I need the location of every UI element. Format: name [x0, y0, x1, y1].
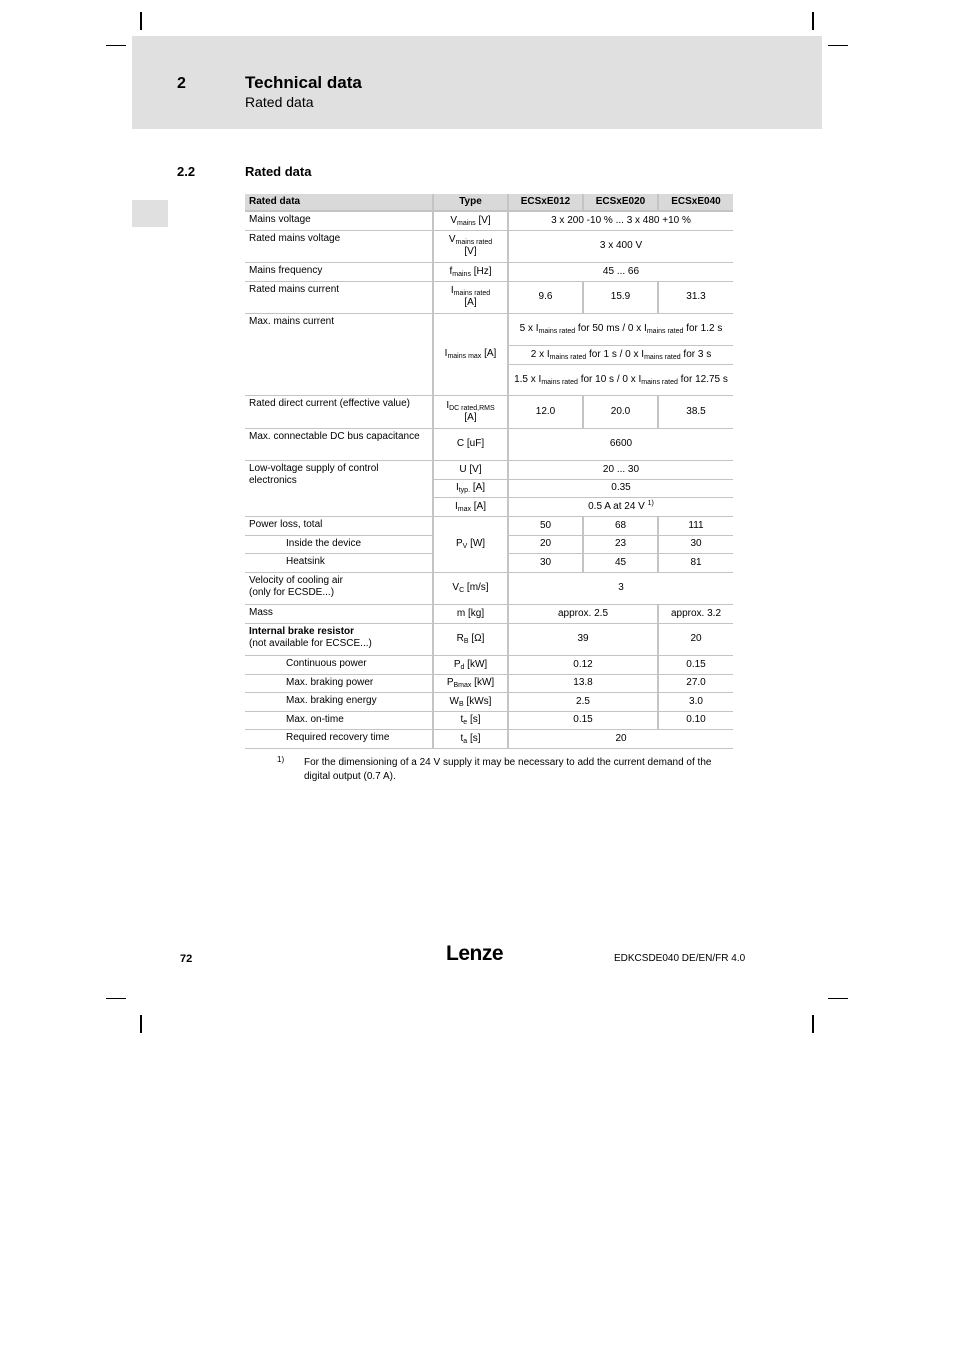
- chapter-header-band: [132, 36, 822, 129]
- crop-mark-bottom-right-horizontal: [828, 998, 848, 999]
- value-rated-dc-current-012: 12.0: [508, 395, 583, 428]
- table-header-row: [245, 194, 733, 211]
- type-cell-low-voltage-itypical: $I_{typ.}$ [A]: [433, 479, 508, 497]
- value-power-loss-inside-020: 23: [583, 535, 658, 553]
- value-max-braking-energy-small: 2.5: [508, 692, 658, 711]
- column-header-ecsxe012: ECSxE012: [508, 194, 583, 211]
- row-label-rated-dc-current: Rated direct current (effective value): [245, 395, 433, 428]
- value-rated-dc-current-020: 20.0: [583, 395, 658, 428]
- row-label-rated-mains-voltage: Rated mains voltage: [245, 230, 433, 262]
- table-row: [245, 262, 733, 281]
- row-label-power-loss-inside: Inside the device: [245, 535, 433, 553]
- row-label-power-loss-heatsink: Heatsink: [245, 553, 433, 572]
- table-row: [245, 230, 733, 262]
- type-cell-brake-resistor: $R_B$ [Ω]: [433, 623, 508, 655]
- value-max-mains-current-line1: 5 x $I_{mains rated}$ for 50 ms / 0 x $I_{mains rated}$ for 1.2 s: [508, 313, 733, 345]
- type-cell-power-loss: $P_V$ [W]: [433, 516, 508, 572]
- row-label-recovery-time: Required recovery time: [245, 729, 433, 748]
- type-cell-mains-frequency: $f_{mains}$ [Hz]: [433, 262, 508, 281]
- type-cell-mains-voltage: $V_{mains}$ [V]: [433, 211, 508, 230]
- value-brake-resistor-small: 39: [508, 623, 658, 655]
- table-row: [245, 395, 733, 428]
- column-header-ecsxe040: ECSxE040: [658, 194, 733, 211]
- row-label-mains-voltage: Mains voltage: [245, 211, 433, 230]
- row-label-max-braking-power: Max. braking power: [245, 674, 433, 692]
- type-cell-low-voltage-imax: $I_{max}$ [A]: [433, 497, 508, 516]
- value-power-loss-inside-040: 30: [658, 535, 733, 553]
- table-row: [245, 211, 733, 230]
- value-recovery-time: 20: [508, 729, 733, 748]
- page-number: 72: [180, 953, 193, 965]
- value-rated-dc-current-040: 38.5: [658, 395, 733, 428]
- row-label-mains-frequency: Mains frequency: [245, 262, 433, 281]
- value-power-loss-heatsink-020: 45: [583, 553, 658, 572]
- row-label-max-on-time: Max. on-time: [245, 711, 433, 729]
- value-max-braking-power-small: 13.8: [508, 674, 658, 692]
- row-label-power-loss-total: Power loss, total: [245, 516, 433, 535]
- value-power-loss-total-040: 111: [658, 516, 733, 535]
- value-power-loss-total-020: 68: [583, 516, 658, 535]
- value-rated-mains-voltage: 3 x 400 V: [508, 230, 733, 262]
- crop-mark-bottom-left-vertical: [140, 1015, 142, 1033]
- value-power-loss-heatsink-040: 81: [658, 553, 733, 572]
- value-continuous-power-small: 0.12: [508, 655, 658, 674]
- chapter-subtitle: Rated data: [245, 94, 314, 110]
- table-row: [245, 692, 733, 711]
- value-continuous-power-large: 0.15: [658, 655, 733, 674]
- value-cooling-air: 3: [508, 572, 733, 604]
- chapter-side-tab: [132, 200, 168, 227]
- value-max-mains-current-line2: 2 x $I_{mains rated}$ for 1 s / 0 x $I_{mains rated}$ for 3 s: [508, 345, 733, 364]
- type-cell-low-voltage-u: U [V]: [433, 460, 508, 479]
- row-label-mass: Mass: [245, 604, 433, 623]
- column-header-rated-data: Rated data: [245, 194, 433, 211]
- row-label-continuous-power: Continuous power: [245, 655, 433, 674]
- value-mains-voltage: 3 x 200 -10 % ... 3 x 480 +10 %: [508, 211, 733, 230]
- column-header-type: Type: [433, 194, 508, 211]
- crop-mark-top-left-horizontal: [106, 45, 126, 46]
- chapter-title: Technical data: [245, 73, 362, 92]
- value-mains-frequency: 45 ... 66: [508, 262, 733, 281]
- type-cell-max-braking-energy: $W_B$ [kWs]: [433, 692, 508, 711]
- type-cell-rated-mains-voltage: $V_{mains rated}$ [V]: [433, 230, 508, 262]
- value-low-voltage-itypical: 0.35: [508, 479, 733, 497]
- row-label-rated-mains-current: Rated mains current: [245, 281, 433, 313]
- type-cell-cooling-air: $V_C$ [m/s]: [433, 572, 508, 604]
- document-code: EDKCSDE040 DE/EN/FR 4.0: [614, 953, 746, 964]
- type-cell-rated-mains-current: $I_{mains rated}$ [A]: [433, 281, 508, 313]
- type-cell-recovery-time: $t_a$ [s]: [433, 729, 508, 748]
- table-row: [245, 729, 733, 748]
- crop-mark-bottom-right-vertical: [812, 1015, 814, 1033]
- footnote-mark: 1): [277, 755, 285, 764]
- value-max-mains-current-line3: 1.5 x $I_{mains rated}$ for 10 s / 0 x $I_{mains rated}$ for 12.75 s: [508, 364, 733, 395]
- table-row: [245, 428, 733, 460]
- value-rated-mains-current-012: 9.6: [508, 281, 583, 313]
- crop-mark-top-right-vertical: [812, 12, 814, 30]
- type-cell-mass: m [kg]: [433, 604, 508, 623]
- value-max-braking-energy-large: 3.0: [658, 692, 733, 711]
- footnote-reference: 1): [647, 499, 654, 507]
- value-rated-mains-current-040: 31.3: [658, 281, 733, 313]
- footnote-text: For the dimensioning of a 24 V supply it may be necessary to add the current demand of the digital output (0.7 A).: [304, 757, 712, 782]
- value-power-loss-heatsink-012: 30: [508, 553, 583, 572]
- value-low-voltage-u: 20 ... 30: [508, 460, 733, 479]
- type-cell-max-mains-current: $I_{mains max}$ [A]: [433, 313, 508, 395]
- table-row: [245, 604, 733, 623]
- table-row: [245, 655, 733, 674]
- value-rated-mains-current-020: 15.9: [583, 281, 658, 313]
- table-row: [245, 313, 733, 345]
- table-row: [245, 674, 733, 692]
- value-mass-small: approx. 2.5: [508, 604, 658, 623]
- value-low-voltage-imax: 0.5 A at 24 V $^{1)}$: [508, 497, 733, 516]
- crop-mark-bottom-left-horizontal: [106, 998, 126, 999]
- table-row: [245, 516, 733, 535]
- type-cell-rated-dc-current: $I_{DC rated,RMS}$ [A]: [433, 395, 508, 428]
- section-title: Rated data: [245, 164, 312, 179]
- section-number: 2.2: [177, 164, 196, 179]
- row-label-low-voltage-supply: Low-voltage supply of control electronics: [245, 460, 433, 516]
- value-max-braking-power-large: 27.0: [658, 674, 733, 692]
- type-cell-dc-bus-capacitance: C [uF]: [433, 428, 508, 460]
- type-cell-max-on-time: $t_e$ [s]: [433, 711, 508, 729]
- row-label-cooling-air: Velocity of cooling air (only for ECSDE...): [245, 572, 433, 604]
- value-brake-resistor-large: 20: [658, 623, 733, 655]
- lenze-logo: Lenze: [446, 942, 504, 965]
- row-label-max-mains-current: Max. mains current: [245, 313, 433, 395]
- row-label-max-braking-energy: Max. braking energy: [245, 692, 433, 711]
- row-label-brake-resistor: Internal brake resistor (not available for ECSCE...): [245, 623, 433, 655]
- crop-mark-top-left-vertical: [140, 12, 142, 30]
- table-row: [245, 572, 733, 604]
- row-label-dc-bus-capacitance: Max. connectable DC bus capacitance: [245, 428, 433, 460]
- table-row: [245, 281, 733, 313]
- value-power-loss-inside-012: 20: [508, 535, 583, 553]
- value-max-on-time-large: 0.10: [658, 711, 733, 729]
- value-dc-bus-capacitance: 6600: [508, 428, 733, 460]
- value-mass-large: approx. 3.2: [658, 604, 733, 623]
- value-power-loss-total-012: 50: [508, 516, 583, 535]
- table-row: [245, 460, 733, 479]
- chapter-number: 2: [177, 75, 186, 92]
- table-row: [245, 711, 733, 729]
- table-row: [245, 623, 733, 655]
- type-cell-max-braking-power: $P_{Bmax}$ [kW]: [433, 674, 508, 692]
- crop-mark-top-right-horizontal: [828, 45, 848, 46]
- rated-data-table: [245, 194, 733, 749]
- column-header-ecsxe020: ECSxE020: [583, 194, 658, 211]
- value-max-on-time-small: 0.15: [508, 711, 658, 729]
- type-cell-continuous-power: $P_d$ [kW]: [433, 655, 508, 674]
